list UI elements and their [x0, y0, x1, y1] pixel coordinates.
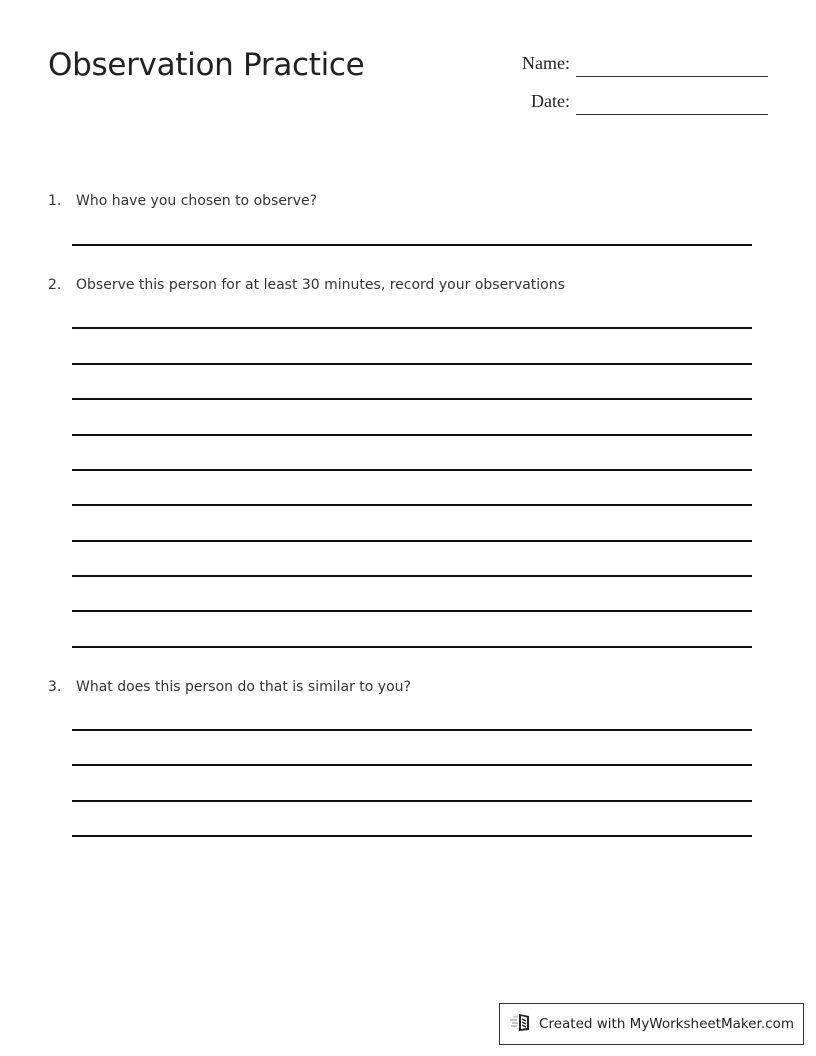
- answer-line[interactable]: [72, 434, 752, 436]
- answer-line[interactable]: [72, 800, 752, 802]
- question-number: 1.: [48, 193, 62, 209]
- question-3: [48, 679, 411, 695]
- answer-line[interactable]: [72, 729, 752, 731]
- answer-line[interactable]: [72, 504, 752, 506]
- answer-line[interactable]: [72, 363, 752, 365]
- answer-line[interactable]: [72, 244, 752, 246]
- answer-line[interactable]: [72, 575, 752, 577]
- worksheet-logo-icon: [509, 1012, 539, 1036]
- name-field[interactable]: [576, 76, 768, 77]
- question-number: 2.: [48, 277, 62, 293]
- name-label: Name:: [522, 53, 570, 73]
- footer-text: Created with MyWorksheetMaker.com: [539, 1016, 794, 1032]
- question-2: [48, 277, 565, 293]
- date-field[interactable]: [576, 114, 768, 115]
- question-text: Observe this person for at least 30 minutes, record your observations: [76, 277, 565, 293]
- answer-line[interactable]: [72, 469, 752, 471]
- answer-line[interactable]: [72, 398, 752, 400]
- answer-line[interactable]: [72, 540, 752, 542]
- date-label: Date:: [531, 91, 570, 111]
- footer-credit[interactable]: [499, 1003, 804, 1045]
- answer-line[interactable]: [72, 646, 752, 648]
- answer-line[interactable]: [72, 610, 752, 612]
- answer-line[interactable]: [72, 835, 752, 837]
- page-title: Observation Practice: [48, 47, 365, 83]
- question-1: [48, 193, 317, 209]
- answer-line[interactable]: [72, 764, 752, 766]
- question-number: 3.: [48, 679, 62, 695]
- question-text: Who have you chosen to observe?: [76, 193, 318, 209]
- question-text: What does this person do that is similar to you?: [76, 679, 411, 695]
- answer-line[interactable]: [72, 327, 752, 329]
